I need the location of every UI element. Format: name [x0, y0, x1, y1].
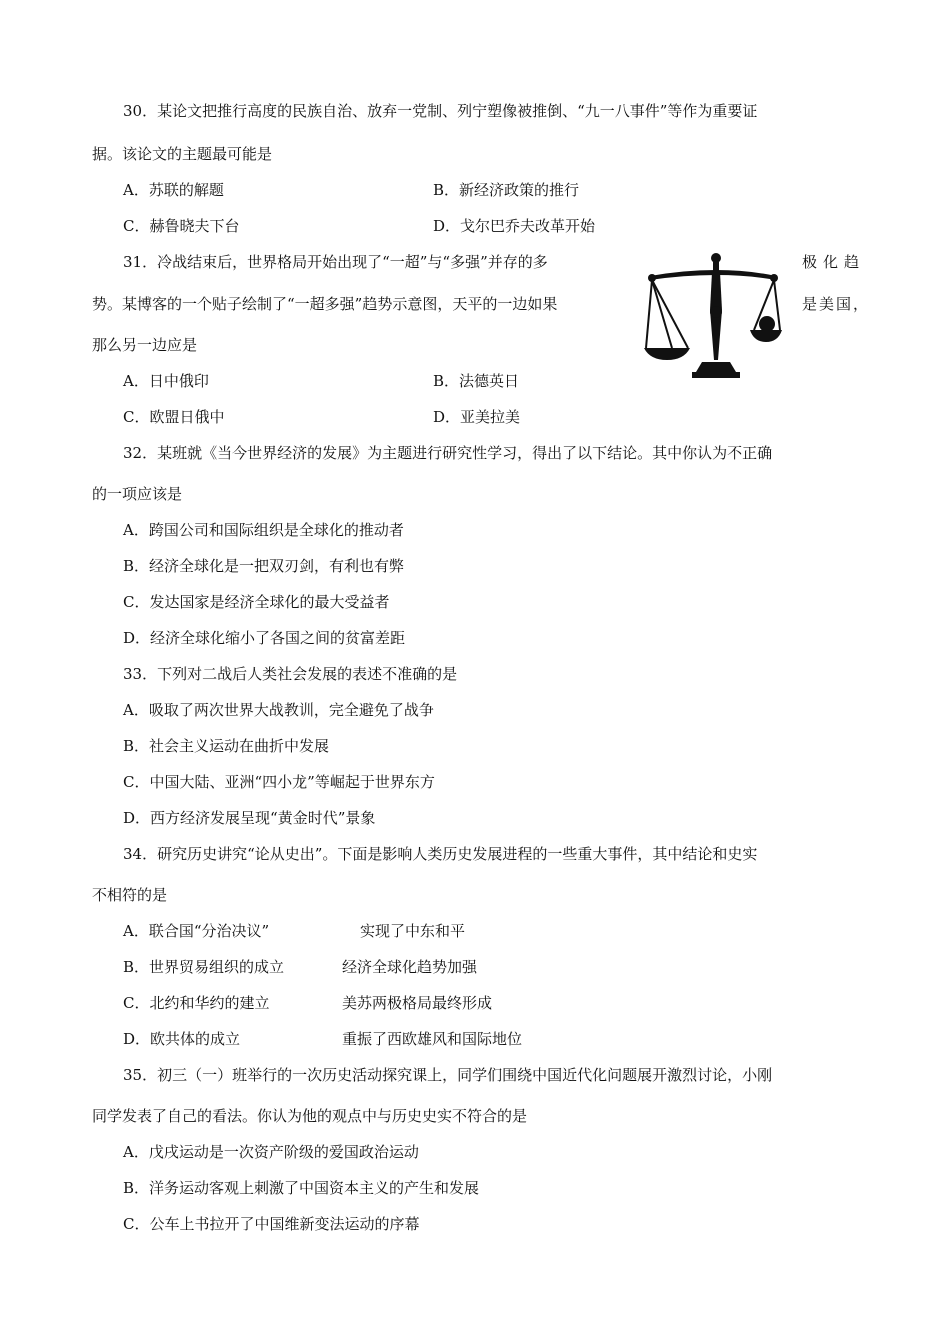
- q31-stem-line2: 势。某博客的一个贴子绘制了“一超多强”趋势示意图，天平的一边如果: [92, 295, 558, 313]
- q34-option-d-event: D．欧共体的成立: [123, 1030, 241, 1048]
- q31-option-c: C．欧盟日俄中: [123, 408, 225, 426]
- q35-option-c: C．公车上书拉开了中国维新变法运动的序幕: [123, 1215, 420, 1233]
- q32-option-d: D．经济全球化缩小了各国之间的贫富差距: [123, 629, 406, 647]
- q33-option-a: A．吸取了两次世界大战教训，完全避免了战争: [123, 701, 434, 719]
- q31-option-a: A．日中俄印: [123, 372, 209, 390]
- q34-option-b-event: B．世界贸易组织的成立: [123, 958, 285, 976]
- q34-option-a-result: 实现了中东和平: [360, 922, 466, 940]
- q33-option-d: D．西方经济发展呈现“黄金时代”景象: [123, 809, 376, 827]
- q31-stem-line1: 31．冷战结束后，世界格局开始出现了“一超”与“多强”并存的多: [123, 253, 548, 271]
- q30-stem-line1: 30．某论文把推行高度的民族自治、放弃一党制、列宁塑像被推倒、“九一八事件”等作为重要证: [123, 102, 758, 120]
- q35-stem-line2: 同学发表了自己的看法。你认为他的观点中与历史史实不符合的是: [92, 1107, 528, 1125]
- q30-option-a: A．苏联的解题: [123, 181, 224, 199]
- q30-option-b: B．新经济政策的推行: [433, 181, 580, 199]
- q31-option-d: D．亚美拉美: [433, 408, 521, 426]
- q32-option-b: B．经济全球化是一把双刃剑，有利也有弊: [123, 557, 405, 575]
- q31-option-b: B．法德英日: [433, 372, 520, 390]
- balance-scale-image: [644, 250, 782, 382]
- q32-stem-line2: 的一项应该是: [92, 485, 183, 503]
- q30-option-d: D．戈尔巴乔夫改革开始: [433, 217, 596, 235]
- q34-option-b-result: 经济全球化趋势加强: [342, 958, 478, 976]
- q30-stem-line2: 据。该论文的主题最可能是: [92, 145, 273, 163]
- q32-option-a: A．跨国公司和国际组织是全球化的推动者: [123, 521, 404, 539]
- q34-option-c-result: 美苏两极格局最终形成: [342, 994, 493, 1012]
- q35-option-b: B．洋务运动客观上刺激了中国资本主义的产生和发展: [123, 1179, 480, 1197]
- q31-stem-line1-end: 极化趋: [802, 253, 866, 271]
- q35-option-a: A．戊戌运动是一次资产阶级的爱国政治运动: [123, 1143, 419, 1161]
- q32-option-c: C．发达国家是经济全球化的最大受益者: [123, 593, 390, 611]
- q34-option-d-result: 重振了西欧雄风和国际地位: [342, 1030, 523, 1048]
- q33-option-b: B．社会主义运动在曲折中发展: [123, 737, 330, 755]
- q34-option-c-event: C．北约和华约的建立: [123, 994, 270, 1012]
- q31-stem-line2-end: 是美国，: [802, 295, 871, 313]
- q35-stem-line1: 35．初三（一）班举行的一次历史活动探究课上，同学们围绕中国近代化问题展开激烈讨论，小刚: [123, 1066, 773, 1084]
- q33-stem-line1: 33．下列对二战后人类社会发展的表述不准确的是: [123, 665, 458, 683]
- q32-stem-line1: 32．某班就《当今世界经济的发展》为主题进行研究性学习，得出了以下结论。其中你认为不正确: [123, 444, 773, 462]
- q30-option-c: C．赫鲁晓夫下台: [123, 217, 240, 235]
- q34-option-a-event: A．联合国“分治决议”: [123, 922, 270, 940]
- q33-option-c: C．中国大陆、亚洲“四小龙”等崛起于世界东方: [123, 773, 435, 791]
- q34-stem-line1: 34．研究历史讲究“论从史出”。下面是影响人类历史发展进程的一些重大事件，其中结论和史实: [123, 845, 758, 863]
- q31-stem-line3: 那么另一边应是: [92, 336, 198, 354]
- q34-stem-line2: 不相符的是: [92, 886, 168, 904]
